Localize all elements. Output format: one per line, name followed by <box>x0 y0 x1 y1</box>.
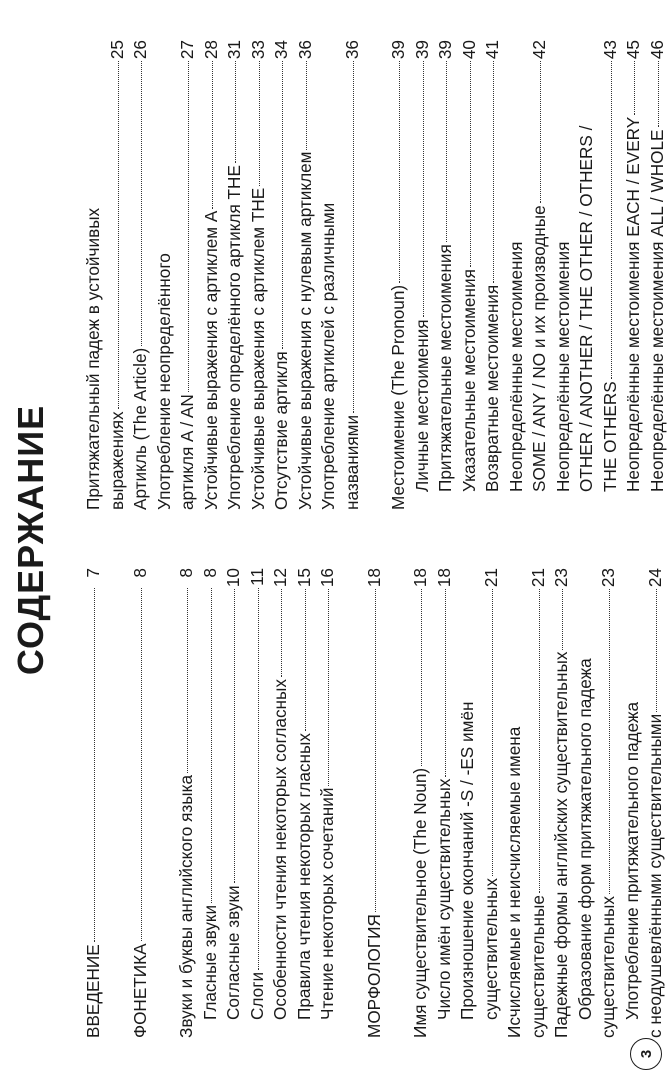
leader-dots <box>281 589 282 677</box>
page-ref: 24 <box>645 568 665 588</box>
page-ref: 21 <box>480 568 501 588</box>
page-ref: 23 <box>551 568 571 588</box>
toc-entry-line: Употребление притяжательного падежа <box>621 701 642 1020</box>
toc-entry[interactable]: ВВЕДЕНИЕ 7 <box>82 568 106 1038</box>
leader-dots <box>658 61 659 127</box>
leader-dots <box>118 61 119 409</box>
leader-dots <box>282 61 283 349</box>
leader-dots <box>399 61 400 283</box>
toc-entry[interactable]: THE OTHERS 43 <box>599 40 623 510</box>
page-ref: 39 <box>411 40 432 60</box>
leader-dots <box>353 61 354 413</box>
leader-dots <box>634 61 635 115</box>
toc-entry[interactable]: Притяжательные местоимения 39 <box>434 40 458 510</box>
page-ref: 11 <box>246 568 267 586</box>
toc-entry[interactable]: Употребление определённого артикля THE 31 <box>223 40 247 510</box>
toc-entry[interactable]: выражениях 25 <box>106 40 130 510</box>
toc-entry[interactable]: Правила чтения некоторых гласных 15 <box>293 568 317 1038</box>
page-ref: 21 <box>527 568 548 588</box>
toc-entry[interactable]: артикля A / AN 27 <box>176 40 200 510</box>
page-ref: 18 <box>433 568 454 588</box>
toc-entry-line: Исчисляемые и неисчисляемые имена <box>504 726 524 1038</box>
leader-dots <box>611 61 612 379</box>
page-ref: 33 <box>247 40 268 60</box>
page-ref: 18 <box>410 568 430 588</box>
page-ref: 31 <box>224 40 244 60</box>
leader-dots <box>446 61 447 242</box>
toc-entry-line: Произношение окончаний -S / -ES имён <box>457 701 477 1020</box>
page-ref: 8 <box>199 568 220 578</box>
toc-entry[interactable]: Личные местоимения 39 <box>411 40 435 510</box>
page-ref: 18 <box>363 568 384 588</box>
leader-dots <box>539 589 540 893</box>
leader-dots <box>493 61 494 283</box>
leader-dots <box>259 61 260 186</box>
leader-dots <box>141 588 142 941</box>
toc-entry[interactable]: Неопределённые местоимения EACH / EVERY 45 <box>622 40 646 510</box>
toc-entry[interactable]: Неопределённые местоимения ALL / WHOLE 46 <box>646 40 670 510</box>
page-ref: 41 <box>482 40 502 60</box>
leader-dots <box>306 61 307 149</box>
toc-entry[interactable]: существительные 21 <box>527 568 551 1038</box>
toc-entry[interactable]: ФОНЕТИКА 8 <box>129 568 153 1038</box>
page-ref: 7 <box>83 568 103 578</box>
toc-entry[interactable]: Артикль (The Article) 26 <box>129 40 153 510</box>
page-ref: 45 <box>623 40 643 60</box>
toc-entry[interactable]: с неодушевлёнными существительными 24 <box>644 568 668 1038</box>
toc-entry-line: Неопределённые местоимения <box>505 241 526 492</box>
toc-entry[interactable]: существительных 23 <box>597 568 621 1038</box>
toc-entry[interactable]: Звуки и буквы английского языка 8 <box>175 568 199 1038</box>
page-ref: 28 <box>200 40 221 60</box>
page-ref: 34 <box>271 40 291 60</box>
toc-entry[interactable]: Имя существительное (The Noun) 18 <box>409 568 433 1038</box>
toc-entry[interactable]: Устойчивые выражения с артиклем THE 33 <box>247 40 271 510</box>
page-ref: 10 <box>223 568 243 588</box>
page-ref: 36 <box>294 40 315 60</box>
page-ref: 39 <box>388 40 408 60</box>
toc-entry[interactable]: Особенности чтения некоторых согласных 12 <box>269 568 293 1038</box>
leader-dots <box>234 589 235 883</box>
toc-entry[interactable]: Чтение некоторых сочетаний 16 <box>316 568 340 1038</box>
toc-entry[interactable]: Гласные звуки 8 <box>199 568 223 1038</box>
leader-dots <box>421 589 422 766</box>
leader-dots <box>94 588 95 942</box>
toc-entry[interactable]: Отсутствие артикля 34 <box>270 40 294 510</box>
toc-entry[interactable]: Устойчивые выражения с нулевым артиклем 36 <box>294 40 318 510</box>
leader-dots <box>470 61 471 267</box>
page-ref: 40 <box>458 40 479 60</box>
page-ref: 43 <box>599 40 620 60</box>
toc-entry-line: OTHER / ANOTHER / THE OTHER / OTHERS / <box>576 125 596 492</box>
toc-entry[interactable]: SOME / ANY / NO и их производные 42 <box>528 40 552 510</box>
leader-dots <box>141 61 142 346</box>
page-ref: 16 <box>317 568 337 588</box>
page-ref: 25 <box>106 40 127 60</box>
page-number-badge: 3 <box>630 1038 662 1070</box>
leader-dots <box>609 589 610 894</box>
toc-entry[interactable]: Устойчивые выражения с артиклем A 28 <box>200 40 224 510</box>
page-ref: 42 <box>529 40 549 60</box>
leader-dots <box>212 61 213 209</box>
page-ref: 36 <box>341 40 362 60</box>
leader-dots <box>188 61 189 392</box>
page-ref: 46 <box>646 40 667 60</box>
toc-entry[interactable]: Согласные звуки 10 <box>222 568 246 1038</box>
page-ref: 27 <box>177 40 197 60</box>
page-ref: 39 <box>435 40 455 60</box>
leader-dots <box>562 589 563 649</box>
toc-entry[interactable]: Число имён существительных 18 <box>433 568 457 1038</box>
toc-right-column <box>82 40 669 510</box>
leader-dots <box>187 588 188 773</box>
toc-entry[interactable]: Падежные формы английских существительных 23 <box>550 568 574 1038</box>
leader-dots <box>328 589 329 785</box>
page-ref: 8 <box>129 568 150 578</box>
toc-entry[interactable]: Указательные местоимения 40 <box>458 40 482 510</box>
leader-dots <box>258 588 259 970</box>
toc-entry[interactable]: названиями 36 <box>341 40 365 510</box>
leader-dots <box>235 61 236 163</box>
toc-entry[interactable]: существительных 21 <box>480 568 504 1038</box>
toc-entry-line: Неопределённые местоимения <box>552 241 573 492</box>
page-title: СОДЕРЖАНИЕ <box>10 404 51 676</box>
leader-dots <box>305 589 306 731</box>
toc-entry-line: Употребление артиклей с различными <box>318 202 338 510</box>
toc-entry[interactable]: Слоги 11 <box>246 568 270 1038</box>
leader-dots <box>445 589 446 776</box>
page-ref: 12 <box>270 568 290 588</box>
toc-entry[interactable]: Возвратные местоимения 41 <box>481 40 505 510</box>
toc-entry-line: Образование форм притяжательного падежа <box>574 658 595 1020</box>
toc-entry[interactable]: Местоимение (The Pronoun) 39 <box>387 40 411 510</box>
toc-left-column <box>82 568 668 1038</box>
page-ref: 23 <box>598 568 618 588</box>
leader-dots <box>423 61 424 317</box>
leader-dots <box>375 589 376 912</box>
toc-entry-line: Притяжательный падеж в устойчивых <box>83 207 103 510</box>
toc-entry[interactable]: МОРФОЛОГИЯ 18 <box>363 568 387 1038</box>
page-ref: 26 <box>130 40 150 60</box>
leader-dots <box>492 589 493 876</box>
leader-dots <box>656 589 657 712</box>
toc-entry-line: Употребление неопределённого <box>153 253 174 510</box>
leader-dots <box>211 588 212 903</box>
page-ref: 15 <box>293 568 314 588</box>
page-ref: 8 <box>176 568 196 578</box>
leader-dots <box>540 61 541 203</box>
